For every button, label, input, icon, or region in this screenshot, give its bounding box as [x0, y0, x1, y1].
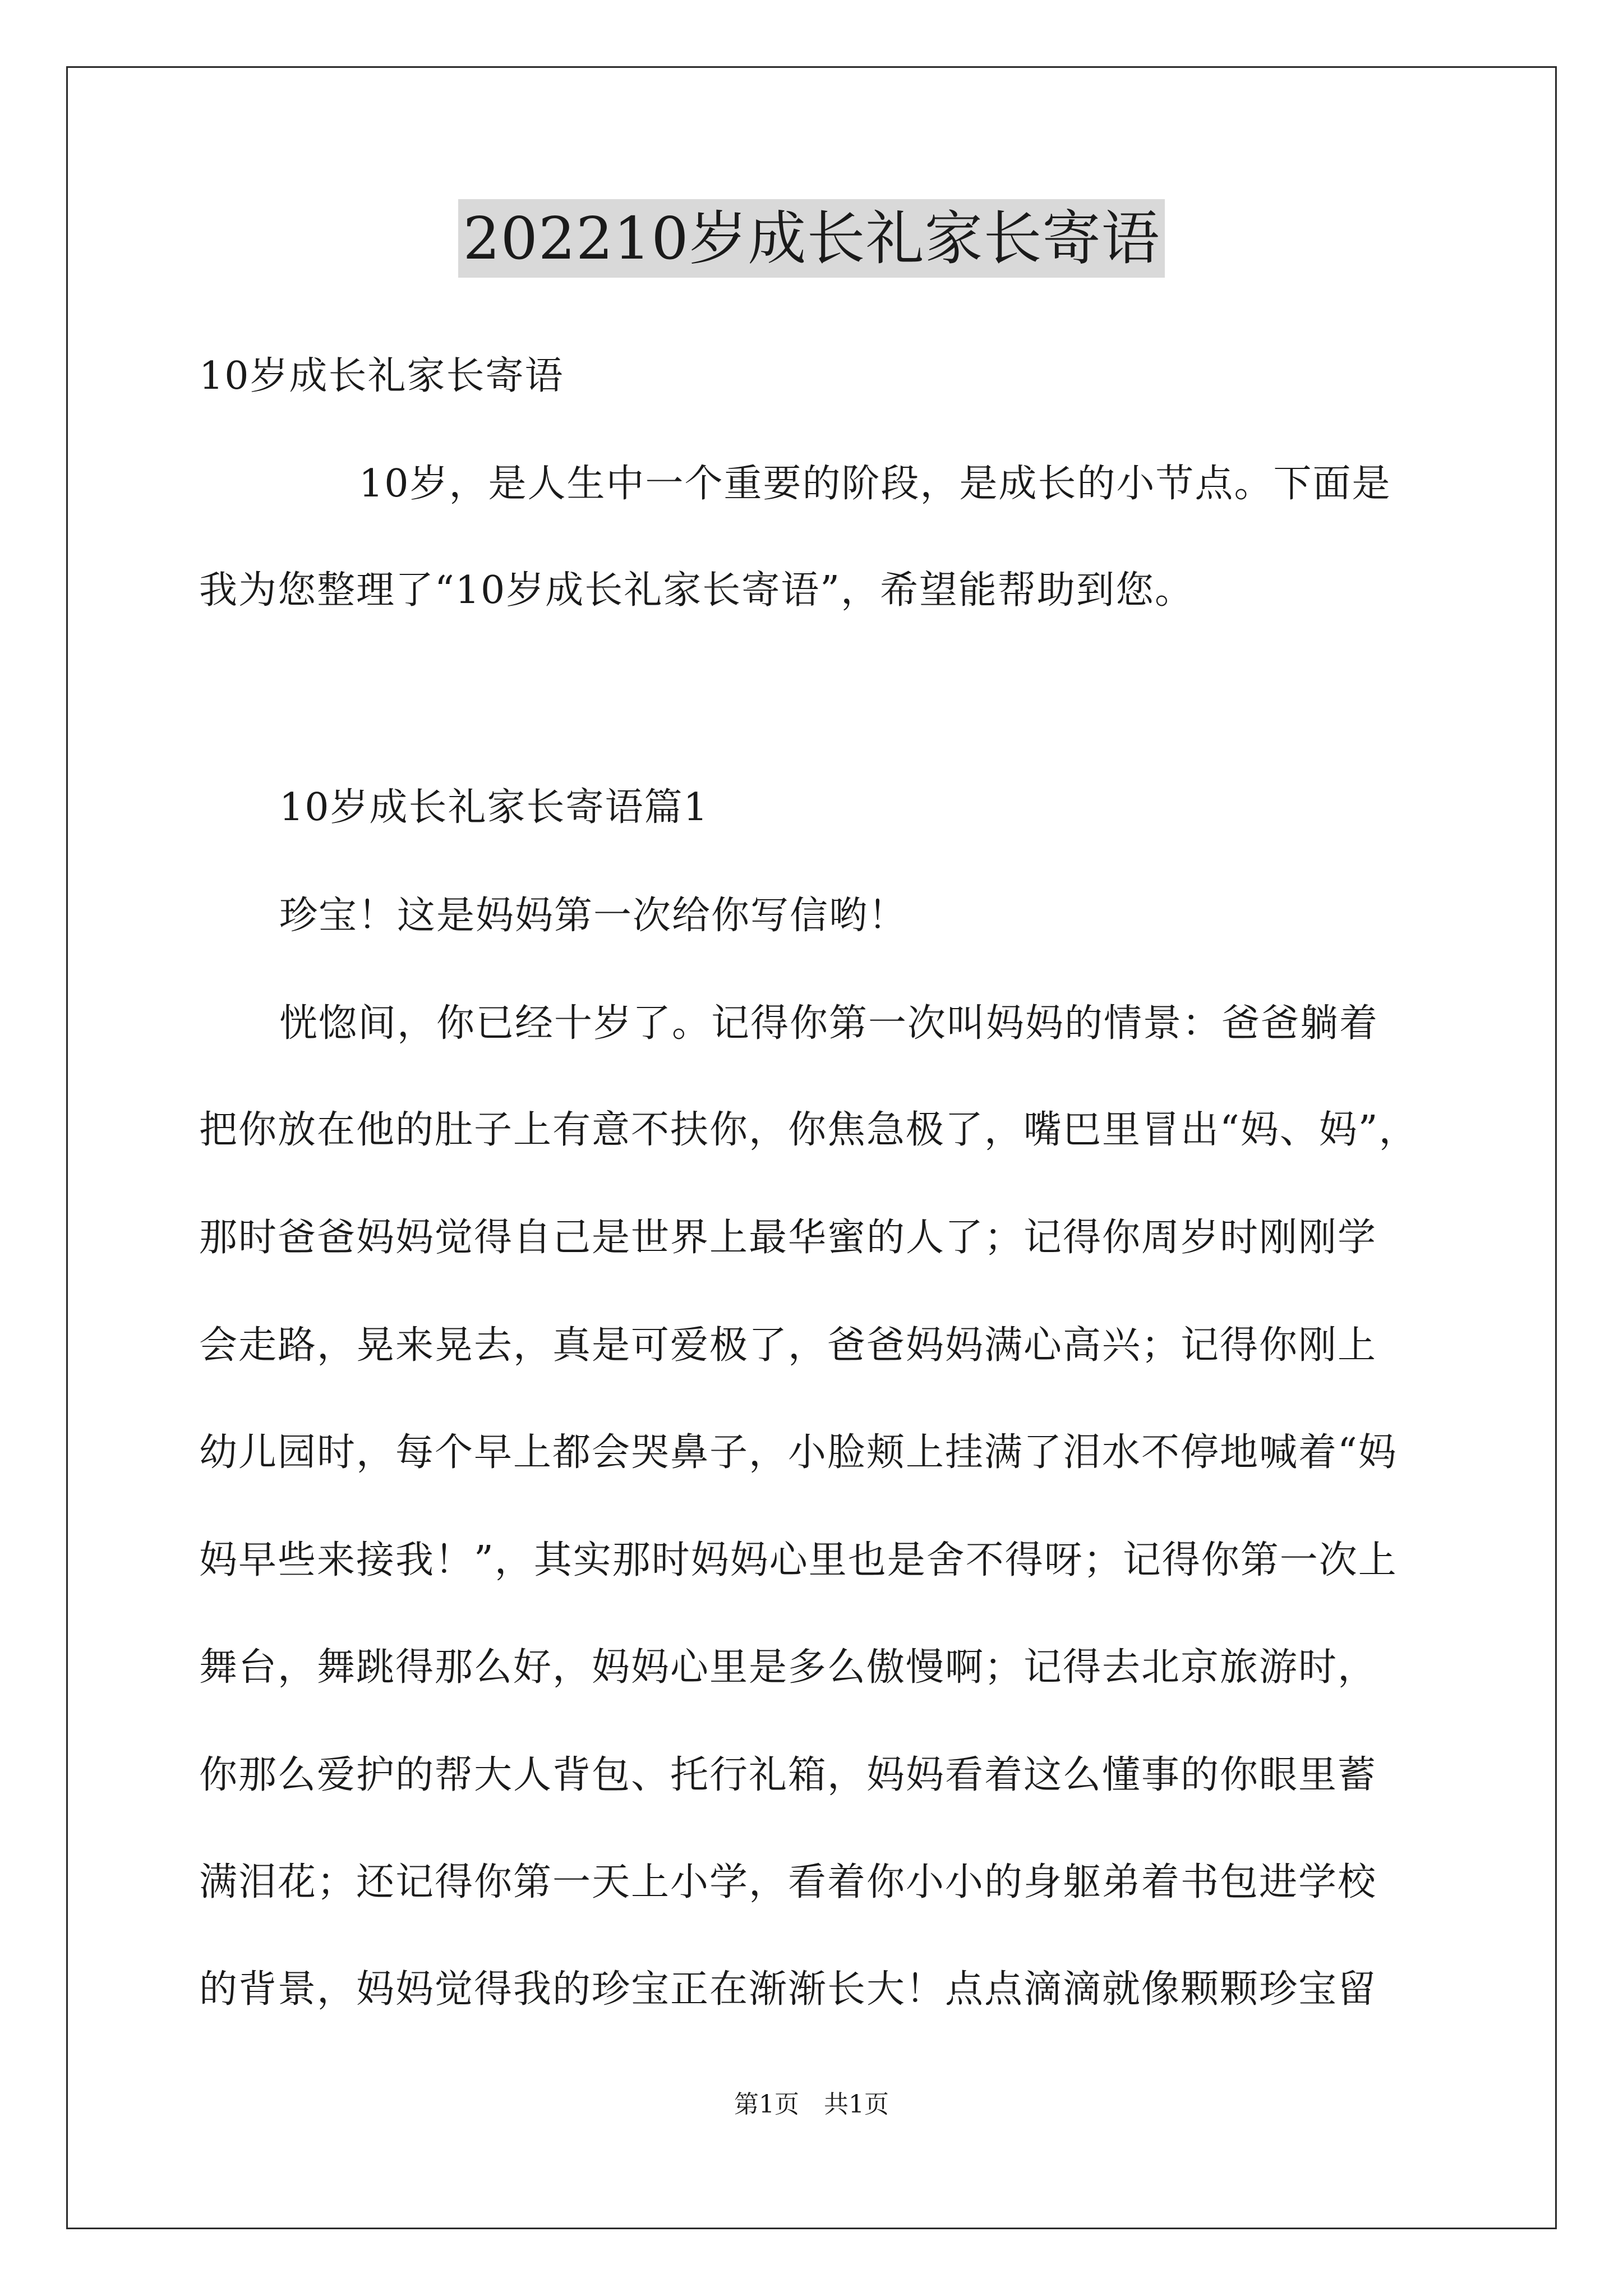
page-footer: 第1页 共1页	[734, 2090, 889, 2119]
greeting-line: 珍宝！这是妈妈第一次给你写信哟！	[279, 894, 908, 938]
section-heading: 10岁成长礼家长寄语篇1	[279, 785, 709, 830]
body-line-10: 的背景，妈妈觉得我的珍宝正在渐渐长大！点点滴滴就像颗颗珍宝留	[199, 1967, 1377, 2012]
intro-line-2: 我为您整理了“10岁成长礼家长寄语”，希望能帮助到您。	[199, 568, 1195, 613]
body-line-1: 恍惚间，你已经十岁了。记得你第一次叫妈妈的情景：爸爸躺着	[279, 1001, 1379, 1046]
body-line-9: 满泪花；还记得你第一天上小学，看着你小小的身躯弟着书包进学校	[199, 1860, 1377, 1904]
body-line-3: 那时爸爸妈妈觉得自己是世界上最华蜜的人了；记得你周岁时刚刚学	[199, 1216, 1377, 1260]
title-container	[0, 199, 1623, 278]
body-line-6: 妈早些来接我！”，其实那时妈妈心里也是舍不得呀；记得你第一次上	[199, 1538, 1398, 1582]
body-line-7: 舞台，舞跳得那么好，妈妈心里是多么傲慢啊；记得去北京旅游时，	[199, 1645, 1377, 1690]
body-line-2: 把你放在他的肚子上有意不扶你，你焦急极了，嘴巴里冒出“妈、妈”，	[199, 1108, 1418, 1152]
body-line-4: 会走路，晃来晃去，真是可爱极了，爸爸妈妈满心高兴；记得你刚上	[199, 1323, 1377, 1368]
document-subtitle: 10岁成长礼家长寄语	[199, 354, 564, 398]
body-line-8: 你那么爱护的帮大人背包、托行礼箱，妈妈看着这么懂事的你眼里蓄	[199, 1753, 1377, 1797]
body-line-5: 幼儿园时，每个早上都会哭鼻子，小脸颊上挂满了泪水不停地喊着“妈	[199, 1430, 1398, 1475]
intro-line-1: 10岁，是人生中一个重要的阶段，是成长的小节点。下面是	[359, 462, 1391, 506]
document-title: 202210岁成长礼家长寄语	[458, 199, 1164, 278]
